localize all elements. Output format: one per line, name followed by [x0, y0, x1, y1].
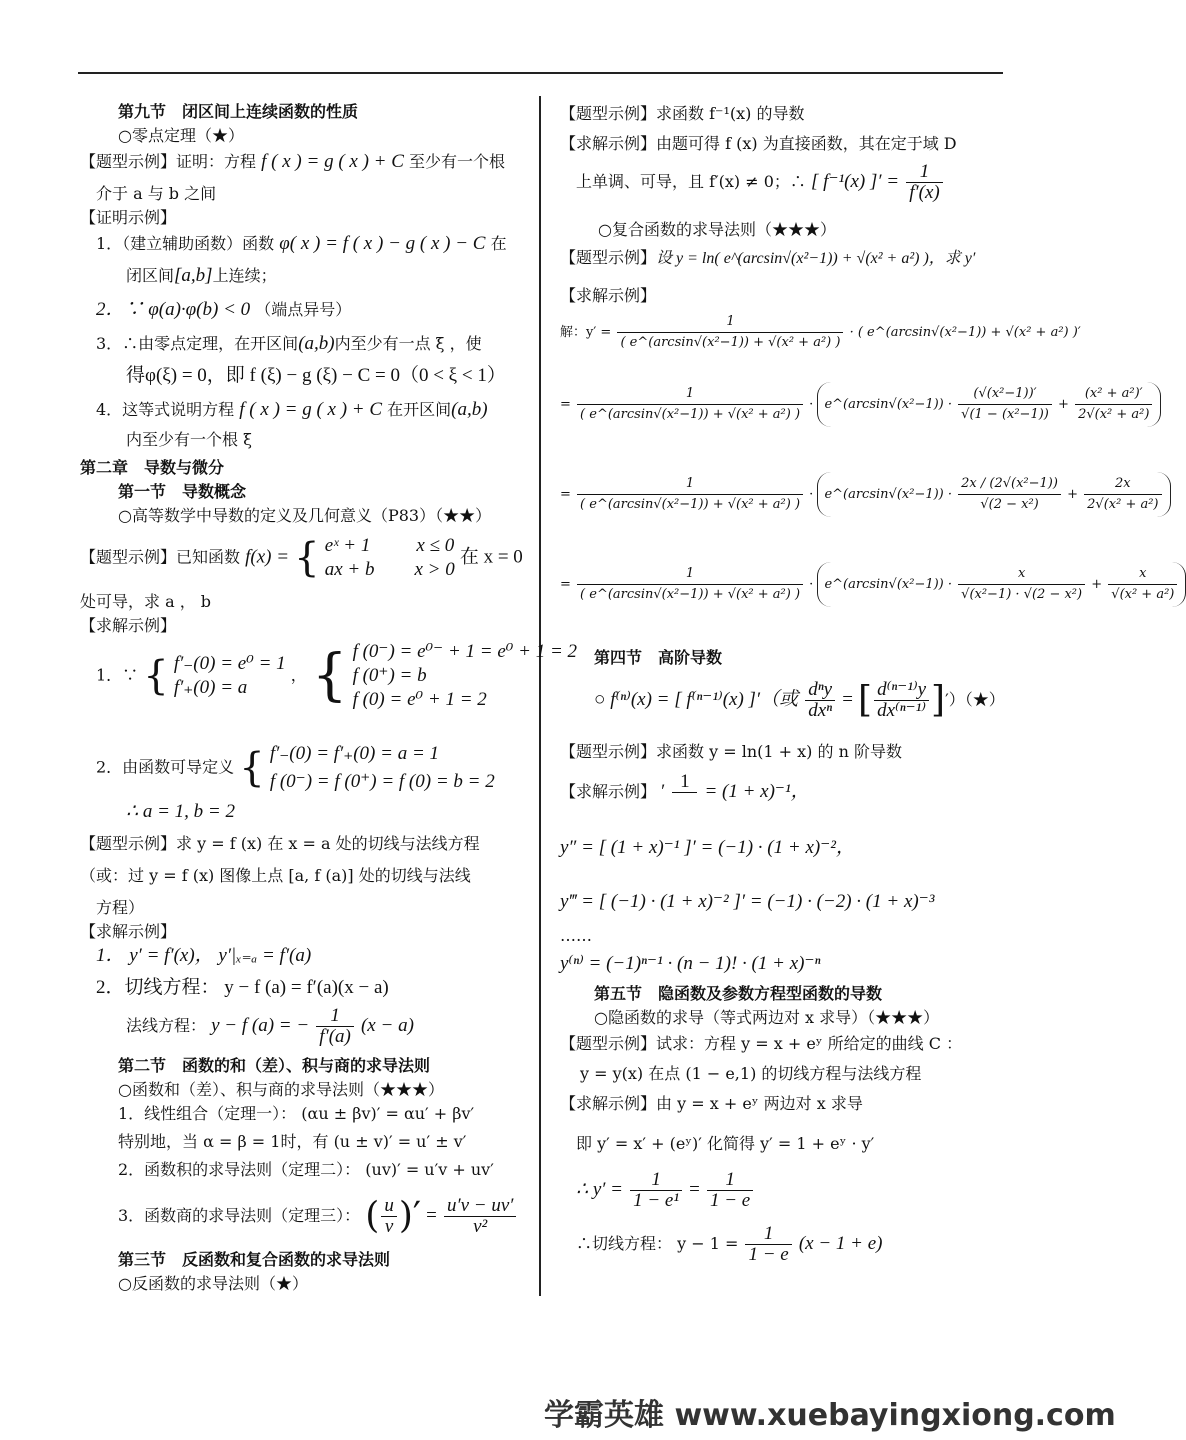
solution-label: 【求解示例】	[80, 616, 177, 635]
composite-step-1: 解：y′ = $\frac{1}{\text{( e\textasciicircum{}(arcsin√(x²−1)) + √(x² + a²) )}}$ · ( e^(arcsin√(x²−1)) + √(x² + a²) )′	[560, 314, 1081, 350]
inverse-example: 【题型示例】求函数 f⁻¹(x) 的导数	[560, 104, 805, 123]
tangent-example-line-3: 方程）	[96, 898, 145, 917]
example-label: 【题型示例】	[560, 248, 657, 267]
third-derivative: y‴ = [ (−1) · (1 + x)⁻² ]′ = (−1) · (−2) · (1 + x)⁻³	[560, 891, 935, 912]
proof-step-4-line-2: 内至少有一个根 ξ	[126, 430, 252, 449]
example-label: 【题型示例】	[80, 834, 177, 853]
solution-step-2: 2．由函数可导定义 { f′₋(0) = f′₊(0) = a = 1 f (0⁻) = f (0⁺) = f (0) = b = 2	[96, 743, 495, 792]
proof-step-1-line-2: 闭区间[a,b]上连续；	[126, 265, 277, 286]
sum-product-rule-heading: ○函数和（差）、积与商的求导法则（★★★）	[118, 1080, 444, 1099]
section-2-title: 第二节 函数的和（差）、积与商的求导法则	[118, 1056, 431, 1075]
inverse-rule-heading: ○反函数的求导法则（★）	[118, 1274, 308, 1293]
normal-line-equation: 法线方程： y − f (a) = − $\frac{1}{f'(a)}$ (x − a)	[126, 1005, 414, 1047]
composite-step-3: = $\frac{1}{\text{( e\textasciicircum{}(arcsin√(x²−1)) + √(x² + a²) )}}$ · e^(arcsin√(x²−1)) · $\frac{\text{2x / (2√(x²−1))}}{\text{√(2 − x²)}}$ + $\frac{2x}{\text{2√(x² + a²)}}$	[560, 472, 1171, 517]
zero-theorem-heading: ○零点定理（★）	[118, 126, 244, 145]
tangent-step-2: 2．切线方程： y − f (a) = f′(a)(x − a)	[96, 977, 389, 998]
implicit-step-2: ∴ y′ = $\frac{1}{\text{1 − e¹}}$ = $\frac{1}{1 - e}$	[576, 1170, 755, 1211]
tangent-example: 【题型示例】求 y = f (x) 在 x = a 处的切线与法线方程	[80, 834, 480, 853]
piecewise-example: 【题型示例】已知函数 f(x) = { eˣ + 1 x ≤ 0 ax + b x > 0 在 x = 0	[80, 535, 523, 581]
example-label: 【题型示例】	[80, 547, 177, 567]
tangent-example-line-2: （或：过 y = f (x) 图像上点 [a, f (a)] 处的切线与法线	[80, 866, 471, 885]
section-4-title: 第四节 高阶导数	[594, 648, 723, 667]
implicit-tangent-line: ∴切线方程： y − 1 = $\frac{1}{1 - e}$ (x − 1 + e)	[576, 1223, 883, 1265]
solution-step-1: 1．∵ { f′₋(0) = e⁰ = 1 f′₊(0) = a ， { f (0⁻) = e⁰⁻ + 1 = e⁰ + 1 = 2 f (0⁺) = b f (0) = e⁰ + 1 = 2	[96, 641, 578, 710]
example-label: 【题型示例】	[560, 742, 657, 761]
implicit-example: 【题型示例】试求：方程 y = x + eʸ 所给定的曲线 C ：	[560, 1034, 963, 1053]
implicit-rule-heading: ○隐函数的求导（等式两边对 x 求导）（★★★）	[594, 1008, 940, 1027]
composite-solution-label: 【求解示例】	[560, 286, 657, 305]
inverse-solution: 【求解示例】由题可得 f (x) 为直接函数，其在定于域 D	[560, 134, 957, 153]
implicit-solution: 【求解示例】由 y = x + eʸ 两边对 x 求导	[560, 1094, 863, 1113]
proof-label: 【证明示例】	[80, 208, 177, 227]
nth-derivative-result: y⁽ⁿ⁾ = (−1)ⁿ⁻¹ · (n − 1)! · (1 + x)⁻ⁿ	[560, 953, 821, 974]
nth-derivative-example: 【题型示例】求函数 y = ln(1 + x) 的 n 阶导数	[560, 742, 902, 761]
proof-step-4: 4．这等式说明方程 f ( x ) = g ( x ) + C 在开区间(a,b)	[96, 399, 488, 420]
section-3-title: 第三节 反函数和复合函数的求导法则	[118, 1250, 391, 1269]
ellipsis: ……	[560, 926, 592, 945]
inverse-solution-line-2: 上单调、可导，且 f′(x) ≠ 0；∴ [ f⁻¹(x) ]′ = $\frac{1}{f'(x)}$	[576, 162, 945, 203]
nth-derivative-solution: 【求解示例】 ′ 1 = (1 + x)⁻¹，	[560, 771, 810, 802]
example-label: 【题型示例】	[80, 152, 177, 171]
composite-rule-heading: ○复合函数的求导法则（★★★）	[598, 220, 836, 239]
higher-order-rule: ○ f⁽ⁿ⁾(x) = [ f⁽ⁿ⁻¹⁾(x) ]′（或 $\frac{\text{dⁿy}}{\text{dxⁿ}}$ = [ $\frac{\text{d⁽ⁿ⁻¹⁾y}}{\text{dx⁽ⁿ⁻¹⁾}}$ ]′）（★）	[594, 679, 1005, 721]
rule-2: 2．函数积的求导法则（定理二）： (uv)′ = u′v + uv′	[118, 1160, 494, 1179]
solution-label: 【求解示例】	[560, 1094, 657, 1113]
example-line: 【题型示例】证明：方程 f ( x ) = g ( x ) + C 至少有一个根	[80, 151, 506, 172]
proof-step-2: 2．∵ φ(a)·φ(b) < 0 （端点异号）	[96, 299, 352, 320]
example-label: 【题型示例】	[560, 1034, 657, 1053]
derivative-definition-heading: ○高等数学中导数的定义及几何意义（P83）（★★）	[118, 506, 492, 525]
composite-example: 【题型示例】设 y = ln( e^(arcsin√(x²−1)) + √(x² + a²) )，求 y′	[560, 248, 976, 267]
rule-3: 3．函数商的求导法则（定理三）： ( $\frac{u}{v}$ )′ = $\frac{u'v - uv'}{\text{v²}}$	[118, 1196, 518, 1237]
solution-label: 【求解示例】	[560, 134, 657, 153]
implicit-example-line-2: y = y(x) 在点 (1 − e,1) 的切线方程与法线方程	[580, 1064, 922, 1083]
left-brace: {	[294, 535, 320, 581]
solution-conclusion: ∴ a = 1, b = 2	[126, 801, 235, 822]
implicit-step-1: 即 y′ = x′ + (eʸ)′ 化简得 y′ = 1 + eʸ · y′	[576, 1134, 875, 1153]
tangent-step-1: 1． y′ = f′(x)， y′|ₓ₌ₐ = f′(a)	[96, 945, 312, 966]
section-5-title: 第五节 隐函数及参数方程型函数的导数	[594, 984, 883, 1003]
chapter-2-title: 第二章 导数与微分	[80, 458, 225, 477]
inverse-fraction: $\frac{1}{f'(x)}$	[906, 162, 943, 203]
section-1-title: 第一节 导数概念	[118, 482, 247, 501]
piecewise-cases: eˣ + 1 x ≤ 0 ax + b x > 0	[324, 535, 455, 580]
solution-label-2: 【求解示例】	[80, 922, 177, 941]
solution-label: 【求解示例】	[560, 782, 657, 801]
rule-1: 1．线性组合（定理一）： (αu ± βv)′ = αu′ + βv′	[118, 1104, 475, 1123]
composite-step-2: = $\frac{1}{\text{( e\textasciicircum{}(arcsin√(x²−1)) + √(x² + a²) )}}$ · e^(arcsin√(x²−1)) · $\frac{\text{(√(x²−1))′}}{\text{√(1 − (x²−1))}}$ + $\frac{\text{(x² + a²)′}}{\text{2√(x² + a²)}}$	[560, 382, 1161, 427]
top-rule	[78, 72, 1003, 74]
normal-fraction: $\frac{1}{f'(a)}$	[316, 1006, 354, 1047]
example-line-2: 介于 a 与 b 之间	[96, 184, 217, 203]
rule-1-special: 特别地，当 α = β = 1时，有 (u ± v)′ = u′ ± v′	[118, 1132, 467, 1151]
proof-step-1: 1．（建立辅助函数）函数 φ( x ) = f ( x ) − g ( x ) − C 在	[96, 233, 507, 254]
example-label: 【题型示例】	[560, 104, 657, 123]
proof-step-3: 3．∴由零点定理，在开区间(a,b)内至少有一点 ξ ，使	[96, 333, 482, 354]
piecewise-example-line-2: 处可导，求 a ， b	[80, 592, 212, 611]
site-watermark: 学霸英雄 www.xuebayingxiong.com	[544, 1398, 1116, 1433]
composite-step-4: = $\frac{1}{\text{( e\textasciicircum{}(arcsin√(x²−1)) + √(x² + a²) )}}$ · e^(arcsin√(x²−1)) · $\frac{x}{\text{√(x²−1) · √(2 − x²)}}$ + $\frac{x}{\text{√(x² + a²)}}$	[560, 562, 1186, 607]
section-9-title: 第九节 闭区间上连续函数的性质	[118, 102, 359, 121]
quotient-rule-fraction: $\frac{u'v - uv'}{\text{v²}}$	[444, 1196, 517, 1237]
second-derivative: y″ = [ (1 + x)⁻¹ ]′ = (−1) · (1 + x)⁻²，	[560, 837, 855, 858]
proof-step-3-line-2: 得φ(ξ) = 0，即 f (ξ) − g (ξ) − C = 0（0 < ξ < 1）	[126, 365, 506, 386]
